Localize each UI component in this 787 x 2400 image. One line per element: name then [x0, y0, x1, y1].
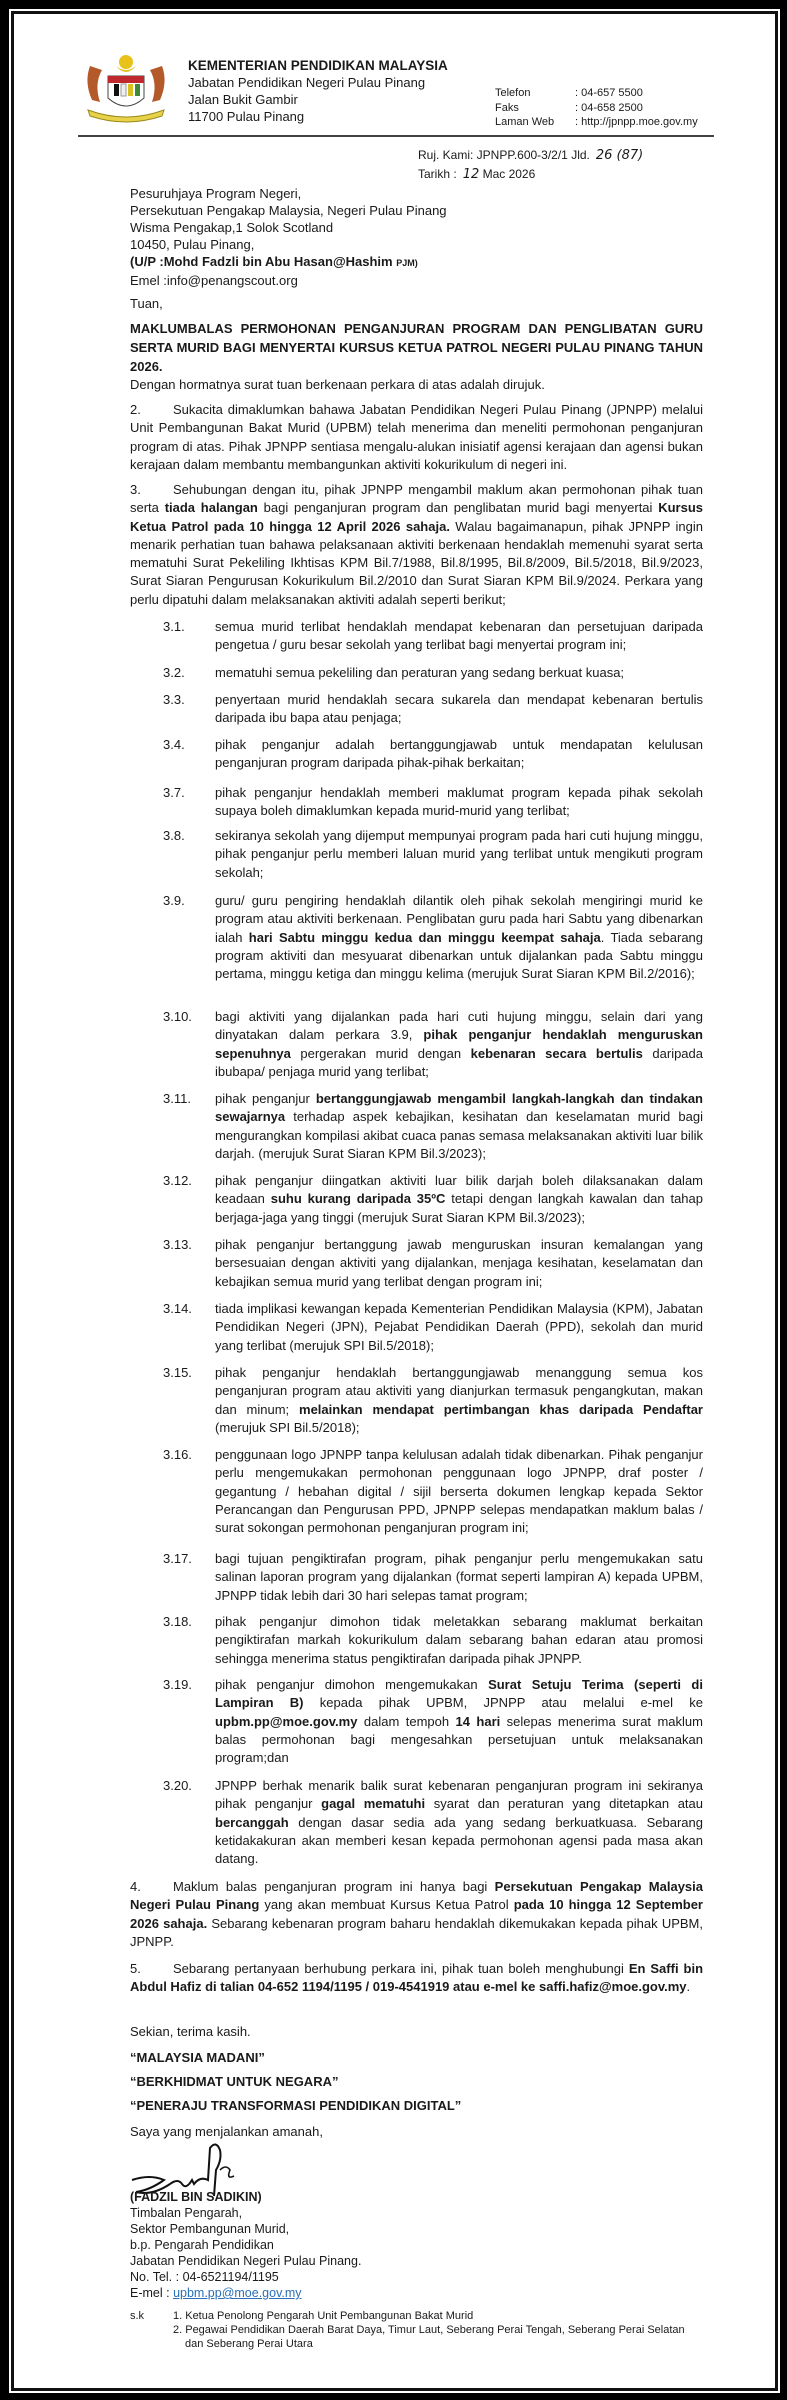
item-number: 3.12. [163, 1173, 192, 1188]
contact-value: : 04-657 5500 [575, 87, 643, 99]
sign-off: Saya yang menjalankan amanah, [130, 2124, 323, 2139]
condition-item [163, 691, 703, 728]
paragraph-text [130, 1961, 703, 1994]
bold-text: En Saffi bin Abdul Hafiz di talian 04-652 1194/1195 / 019-4541919 atau e-mel ke saffi.hafiz@moe.gov.my [130, 1961, 704, 1995]
address-postcode: 11700 Pulau Pinang [188, 109, 305, 124]
condition-item [163, 1090, 703, 1163]
paragraph-text [215, 1364, 703, 1437]
date-value: Mac 2026 [482, 167, 536, 181]
text-run: semua murid terlibat hendaklah mendapat kebenaran dan persetujuan daripada pengetua / guru besar sekolah yang terlibat bagi menyertai program ini; [215, 619, 703, 653]
recipient-line: Persekutuan Pengakap Malaysia, Negeri Pulau Pinang [130, 203, 447, 218]
text-run: tetapi dengan langkah kawalan dan tahap berjaga-jaga yang tinggi (merujuk Surat Siaran KPM Bil.3/2023); [215, 1191, 704, 1225]
text-run: kepada pihak UPBM, JPNPP atau melalui e-mel ke [303, 1695, 704, 1711]
condition-item [163, 892, 703, 983]
text-run: yang akan membuat Kursus Ketua Patrol [259, 1897, 514, 1913]
text-run: dengan dasar sedia ada yang sedang berkuatkuasa. Sebarang ketidakakuran akan memberi kesan kepada permohonan agensi pada masa akan datang. [215, 1814, 703, 1867]
contact-value: : 04-658 2500 [575, 101, 643, 114]
text-run: Maklum balas penganjuran program ini hanya bagi [173, 1879, 495, 1894]
text-run: pihak penganjur dimohon tidak meletakkan sebarang maklumat berkaitan pengiktirafan markah kokurikulum dalam sebarang bahan edaran atau promosi sehingga menerima status pengiktirafan daripada pihak JPNPP. [215, 1614, 703, 1666]
item-number: 3.11. [163, 1091, 191, 1106]
condition-item [163, 1300, 703, 1355]
text-run: pihak penganjur hendaklah bertanggungjawab menanggung semua kos penganjuran program atau aktiviti yang dianjurkan termasuk pengangkutan, makan dan minum; [215, 1365, 703, 1417]
handwritten-reference: 26 (87) [595, 148, 644, 163]
text-run: pergerakan murid dengan [290, 1045, 471, 1061]
bold-text: bertanggungjawab mengambil langkah-langkah dan tindakan sewajarnya [215, 1091, 703, 1125]
bold-text: hari Sabtu minggu kedua dan minggu keempat sahaja [248, 929, 601, 945]
condition-item [163, 736, 703, 773]
signer-phone: No. Tel. : 04-6521194/1195 [130, 2270, 279, 2284]
condition-item [163, 664, 703, 682]
bold-text: Kursus Ketua Patrol pada 10 hingga 12 April 2026 sahaja. [130, 500, 704, 534]
item-number: 3.1. [163, 619, 185, 634]
motto-malaysia-madani: “MALAYSIA MADANI” [130, 2050, 265, 2065]
text-run: pihak penganjur bertanggung jawab menguruskan insuran kemalangan yang bersesuaian dengan aktiviti yang dijalankan, menjaga kesihatan, keselamatan dan kebajikan semua murid yang terlibat dengan program ini; [215, 1237, 703, 1289]
text-run: Sehubungan dengan itu, pihak JPNPP mengambil maklum akan permohonan pihak tuan serta [130, 482, 703, 516]
item-number: 3.13. [163, 1237, 192, 1252]
text-run: (merujuk SPI Bil.5/2018); [215, 1419, 360, 1435]
text-run: . [686, 1979, 691, 1995]
recipient-line: Pesuruhjaya Program Negeri, [130, 186, 302, 201]
bold-text: Surat Setuju Terima (seperti di Lampiran B) [215, 1677, 703, 1711]
bold-text: pihak penganjur hendaklah menguruskan sepenuhnya [215, 1027, 703, 1061]
bold-text: gagal mematuhi [321, 1796, 426, 1812]
paragraph-text [215, 1550, 703, 1605]
text-run: penggunaan logo JPNPP tanpa kelulusan adalah tidak dibenarkan. Pihak penganjur perlu mengemukakan permohonan penggunaan logo JPNPP, draf poster / gegantung / hebahan digital / sijil berserta dokumen lengkap kepada Sektor Perancangan dan Pengurusan PPD, JPNPP selepas mendapatkan maklum balas / surat sokongan permohonan penganjuran program ini; [215, 1447, 703, 1536]
salutation: Tuan, [130, 296, 163, 311]
reference-number: Ruj. Kami: JPNPP.600-3/2/1 Jld. [418, 148, 590, 162]
paragraph-4 [130, 1878, 703, 1951]
motto-berkhidmat: “BERKHIDMAT UNTUK NEGARA” [130, 2074, 339, 2089]
cc-item: 1. Ketua Penolong Pengarah Unit Pembangunan Bakat Murid [173, 2310, 474, 2322]
bold-text: upbm.pp@moe.gov.my [215, 1713, 358, 1729]
text-run: syarat dan peraturan yang ditetapkan atau [425, 1796, 703, 1812]
text-run: pihak penganjur [215, 1091, 316, 1106]
text-run: bagi penganjuran program dan penglibatan murid bagi menyertai [257, 500, 659, 516]
reference-block [418, 146, 643, 184]
item-number: 3.15. [163, 1365, 192, 1380]
attention-suffix: PJM) [396, 258, 418, 268]
cc-item: 2. Pegawai Pendidikan Daerah Barat Daya, Timur Laut, Seberang Perai Tengah, Seberang Perai Selatan dan Seberang Perai Utara [173, 2324, 685, 2350]
text-run: penyertaan murid hendaklah secara sukarela dan mendapat kebenaran bertulis daripada ibu bapa atau penjaga; [215, 692, 703, 726]
condition-item [163, 1172, 703, 1227]
condition-item [163, 827, 703, 882]
text-run: pihak penganjur diingatkan aktiviti luar bilik darjah boleh dilaksanakan dalam keadaan [215, 1173, 703, 1207]
condition-item [163, 1550, 703, 1605]
paragraph-text [215, 1446, 703, 1537]
paragraph-number: 4. [130, 1879, 141, 1894]
contact-label: Faks [495, 101, 519, 114]
signer-line: Timbalan Pengarah, [130, 2206, 243, 2220]
recipient-line: 10450, Pulau Pinang, [130, 237, 255, 252]
condition-item [163, 1676, 703, 1767]
bold-text: kebenaran secara bertulis [470, 1045, 643, 1061]
paragraph-text [215, 1300, 703, 1355]
paragraph-text [215, 892, 703, 983]
text-run: dalam tempoh [357, 1713, 456, 1729]
text-run: guru/ guru pengiring hendaklah dilantik oleh pihak sekolah mengiringi murid ke program atau aktiviti berkenaan. Penglibatan guru pada hari Sabtu yang dibenarkan ialah [215, 893, 703, 945]
item-number: 3.17. [163, 1551, 192, 1566]
bold-text: tiada halangan [164, 500, 258, 516]
bold-text: bercanggah [215, 1814, 289, 1830]
attention-line: (U/P :Mohd Fadzli bin Abu Hasan@Hashim [130, 254, 393, 269]
signer-email-link[interactable]: upbm.pp@moe.gov.my [173, 2286, 302, 2300]
letterhead [188, 57, 448, 125]
bold-text: Persekutuan Pengakap Malaysia Negeri Pulau Pinang [130, 1879, 703, 1913]
condition-item [163, 1613, 703, 1668]
text-run: mematuhi semua pekeliling dan peraturan yang sedang berkuat kuasa; [215, 665, 625, 680]
text-run: terhadap aspek kebajikan, kesihatan dan keselamatan murid bagi mengurangkan kompilasi akibat cuaca panas semasa melaksanakan aktiviti luar bilik darjah. (merujuk Surat Siaran KPM Bil.3/2023); [215, 1109, 703, 1161]
opening-line: Dengan hormatnya surat tuan berkenaan perkara di atas adalah dirujuk. [130, 377, 545, 392]
contact-label: Laman Web [495, 116, 555, 128]
paragraph-text [215, 1236, 703, 1291]
contact-value: : http://jpnpp.moe.gov.my [575, 116, 698, 128]
closing-line: Sekian, terima kasih. [130, 2024, 251, 2039]
text-run: pihak penganjur adalah bertanggungjawab untuk mendapatan kelulusan penganjuran program daripada pihak-pihak berkaitan; [215, 737, 703, 771]
motto-peneraju: “PENERAJU TRANSFORMASI PENDIDIKAN DIGITAL” [130, 2098, 462, 2113]
recipient-line: Wisma Pengakap,1 Solok Scotland [130, 220, 334, 235]
condition-item [163, 784, 703, 821]
paragraph-text [215, 1008, 703, 1081]
item-number: 3.4. [163, 737, 185, 752]
condition-item [163, 1777, 703, 1868]
item-number: 3.19. [163, 1677, 192, 1692]
item-number: 3.10. [163, 1009, 192, 1024]
condition-item [163, 1364, 703, 1437]
bold-text: suhu kurang daripada 35ºC [270, 1191, 446, 1207]
text-run: tiada implikasi kewangan kepada Kementerian Pendidikan Malaysia (KPM), Jabatan Pendidikan Negeri (JPN), Pejabat Pendidikan Daerah (PPD), sekolah dan murid yang terlibat (merujuk SPI Bil.5/2018); [215, 1301, 703, 1353]
bold-text: 14 hari [455, 1713, 501, 1729]
item-number: 3.9. [163, 893, 185, 908]
text-run: sekiranya sekolah yang dijemput mempunyai program pada hari cuti hujung minggu, pihak penganjur perlu memberi laluan murid yang terlibat untuk mengikuti program sekolah; [215, 828, 703, 880]
paragraph-2 [130, 401, 703, 474]
condition-item [163, 1008, 703, 1081]
item-number: 3.3. [163, 692, 185, 707]
item-number: 3.7. [163, 785, 185, 800]
item-number: 3.18. [163, 1614, 192, 1629]
contact-info [495, 86, 698, 130]
text-run: Sebarang kebenaran program baharu hendaklah dikemukakan kepada pihak UPBM, JPNPP. [130, 1915, 703, 1949]
address-street: Jalan Bukit Gambir [188, 92, 298, 107]
condition-item [163, 1446, 703, 1537]
paragraph-text [215, 1613, 703, 1668]
paragraph-3 [130, 481, 703, 609]
paragraph-text [130, 402, 703, 472]
signer-line: Sektor Pembangunan Murid, [130, 2222, 290, 2236]
paragraph-text [130, 482, 703, 607]
text-run: Sebarang pertanyaan berhubung perkara ini, pihak tuan boleh menghubungi [173, 1961, 629, 1976]
condition-item [163, 618, 703, 655]
text-run: selepas menerima surat maklum balas permohonan bagi mengesahkan persetujuan untuk melaksanakan program;dan [215, 1713, 703, 1766]
paragraph-number: 3. [130, 482, 141, 497]
condition-item [163, 1236, 703, 1291]
paragraph-text [215, 1172, 703, 1227]
signer-name: (FADZIL BIN SADIKIN) [130, 2190, 262, 2204]
paragraph-text [215, 1090, 703, 1163]
paragraph-text [215, 618, 703, 655]
recipient-address [130, 185, 703, 289]
item-number: 3.16. [163, 1447, 192, 1462]
recipient-email: Emel :info@penangscout.org [130, 273, 298, 288]
text-run: JPNPP berhak menarik balik surat kebenaran penganjuran program ini sekiranya pihak penganjur [215, 1778, 703, 1812]
paragraph-text [215, 827, 703, 882]
bold-text: melainkan mendapat pertimbangan khas daripada Pendaftar [299, 1401, 703, 1417]
paragraph-5 [130, 1960, 703, 1997]
text-run: pihak penganjur hendaklah memberi maklumat program kepada pihak sekolah supaya boleh dimaklumkan kepada murid-murid yang terlibat; [215, 785, 703, 819]
ministry-name: KEMENTERIAN PENDIDIKAN MALAYSIA [188, 58, 448, 73]
signer-email-label: E-mel : [130, 2286, 174, 2300]
paragraph-text [215, 1676, 703, 1767]
paragraph-text [215, 736, 703, 773]
cc-label: s.k [130, 2310, 145, 2322]
carbon-copy-list [130, 2309, 693, 2351]
paragraph-text [215, 664, 703, 682]
signer-line: b.p. Pengarah Pendidikan [130, 2238, 274, 2252]
item-number: 3.14. [163, 1301, 192, 1316]
signer-line: Jabatan Pendidikan Negeri Pulau Pinang. [130, 2254, 362, 2268]
coat-of-arms-logo [80, 52, 172, 124]
text-run: bagi tujuan pengiktirafan program, pihak penganjur perlu mengemukakan satu salinan laporan program yang dijalankan (format seperti lampiran A) kepada UPBM, JPNPP tidak lebih dari 30 hari selepas tamat program; [215, 1551, 703, 1603]
paragraph-number: 2. [130, 402, 141, 417]
paragraph-number: 5. [130, 1961, 141, 1976]
item-number: 3.20. [163, 1778, 192, 1793]
paragraph-text [215, 784, 703, 821]
text-run: Walau bagaimanapun, pihak JPNPP ingin menarik perhatian tuan bahawa pelaksanaan aktiviti berkenaan hendaklah memenuhi syarat serta mematuhi Surat Pekeliling Ikhtisas KPM Bil.7/1988, Bil.8/1995, Bil.8/2009, Bil.5/2018, Bil.9/2023, Surat Siaran Pengurusan Kokurikulum Bil.2/2010 dan Surat Siaran KPM Bil.9/2024. Perkara yang perlu dipatuhi dalam melaksanakan aktiviti adalah seperti berikut; [130, 518, 703, 607]
signer-block [130, 2189, 361, 2301]
contact-label: Telefon [495, 87, 531, 99]
header-divider [78, 135, 714, 137]
handwritten-day: 12 [462, 167, 480, 182]
subject-title: MAKLUMBALAS PERMOHONAN PENGANJURAN PROGRAM DAN PENGLIBATAN GURU SERTA MURID BAGI MENYERTAI KURSUS KETUA PATROL NEGERI PULAU PINANG TAHUN 2026. [130, 321, 703, 374]
paragraph-text [215, 691, 703, 728]
text-run: pihak penganjur dimohon mengemukakan [215, 1677, 489, 1692]
date-label: Tarikh : [418, 167, 457, 181]
paragraph-text [215, 1777, 703, 1868]
text-run: daripada ibubapa/ penjaga murid yang terlibat; [215, 1045, 703, 1079]
department-name: Jabatan Pendidikan Negeri Pulau Pinang [188, 75, 426, 90]
item-number: 3.8. [163, 828, 185, 843]
text-run: Sukacita dimaklumkan bahawa Jabatan Pendidikan Negeri Pulau Pinang (JPNPP) melalui Unit Pembangunan Bakat Murid (UPBM) telah menerima dan meneliti permohonan penganjuran program di atas. Pihak JPNPP sentiasa mengalu-alukan inisiatif agensi kerajaan dan agensi bukan kerajaan dalam membantu membangunkan aktiviti kokurikulum di negeri ini. [130, 402, 703, 472]
paragraph-text [130, 1879, 703, 1949]
bold-text: pada 10 hingga 12 September 2026 sahaja. [130, 1897, 703, 1931]
item-number: 3.2. [163, 665, 185, 680]
text-run: bagi aktiviti yang dijalankan pada hari cuti hujung minggu, selain dari yang dinyatakan dalam perkara 3.9, [215, 1009, 703, 1043]
text-run: . Tiada sebarang program aktiviti dan mesyuarat dibenarkan untuk dijalankan pada Sabtu minggu pertama, minggu ketiga dan minggu kelima (merujuk Surat Siaran KPM Bil.2/2016); [215, 929, 704, 982]
